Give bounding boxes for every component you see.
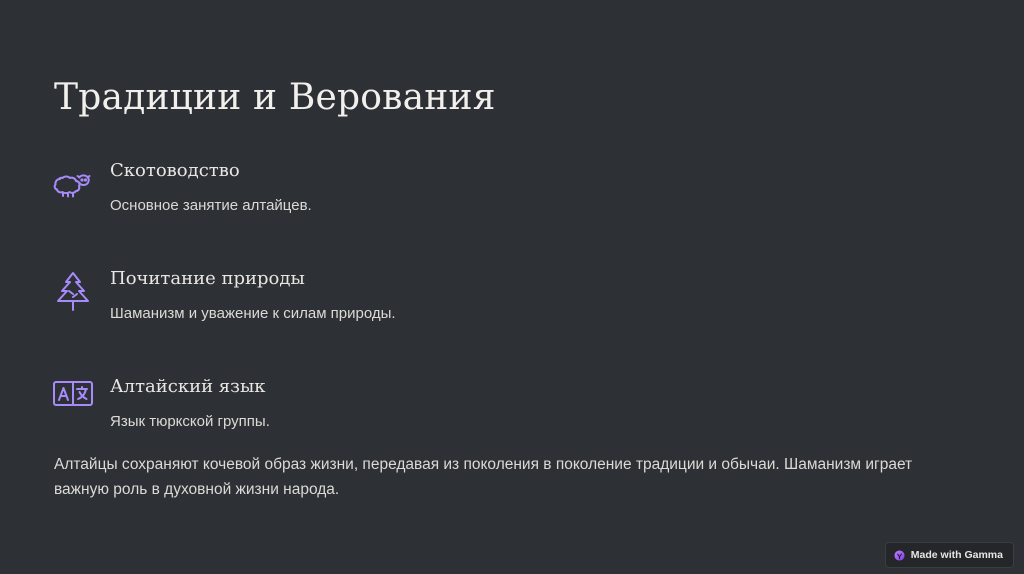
slide-title: Традиции и Верования: [54, 77, 496, 118]
feature-description: Шаманизм и уважение к силам природы.: [110, 305, 396, 322]
tree-icon: [52, 270, 94, 312]
feature-description: Основное занятие алтайцев.: [110, 197, 312, 214]
translate-icon: [52, 378, 94, 420]
feature-item-herding: [52, 162, 752, 242]
feature-title: Алтайский язык: [110, 376, 266, 397]
summary-text: Алтайцы сохраняют кочевой образ жизни, передавая из поколения в поколение традиции и обычаи. Шаманизм играет важную роль в духовной жизни народа.: [54, 456, 913, 498]
sheep-icon: [52, 162, 94, 204]
feature-title: Скотоводство: [110, 160, 240, 181]
badge-label: Made with Gamma: [910, 549, 1003, 561]
feature-item-language: [52, 378, 752, 458]
feature-title: Почитание природы: [110, 268, 305, 289]
feature-description: Язык тюркской группы.: [110, 413, 270, 430]
feature-item-nature: [52, 270, 752, 350]
gamma-logo-icon: [894, 550, 905, 561]
made-with-gamma-button[interactable]: [885, 542, 1014, 568]
